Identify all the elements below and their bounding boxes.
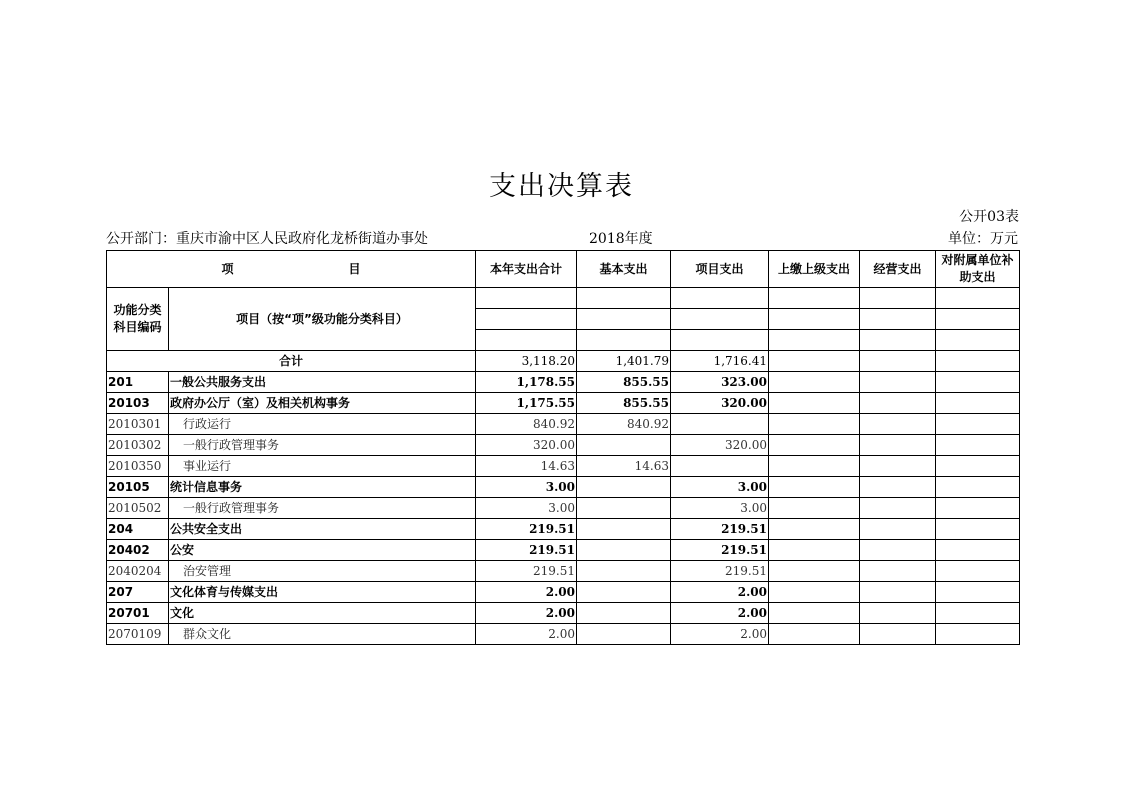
total-subsidy (936, 351, 1020, 372)
col-basic-header: 基本支出 (577, 251, 671, 288)
row-total: 14.63 (476, 456, 577, 477)
row-subsidy (936, 414, 1020, 435)
row-subsidy (936, 540, 1020, 561)
blank-cell (936, 330, 1020, 351)
blank-cell (476, 288, 577, 309)
row-total: 2.00 (476, 603, 577, 624)
table-row (107, 540, 1020, 561)
row-project: 320.00 (671, 435, 769, 456)
row-name: 文化体育与传媒支出 (169, 582, 476, 603)
blank-cell (860, 330, 936, 351)
row-project: 2.00 (671, 603, 769, 624)
row-business (860, 519, 936, 540)
row-code: 20402 (107, 540, 169, 561)
total-label: 合计 (107, 351, 476, 372)
row-basic (577, 603, 671, 624)
form-number: 公开03表 (959, 209, 1019, 225)
total-row (107, 351, 1020, 372)
row-subsidy (936, 372, 1020, 393)
blank-cell (476, 309, 577, 330)
row-basic: 14.63 (577, 456, 671, 477)
name-header: 项目（按“项”级功能分类科目） (169, 288, 476, 351)
row-project: 320.00 (671, 393, 769, 414)
table-row (107, 603, 1020, 624)
row-business (860, 414, 936, 435)
row-upper (769, 519, 860, 540)
report-meta (106, 229, 1018, 249)
blank-cell (936, 309, 1020, 330)
row-business (860, 477, 936, 498)
unit-label: 单位：万元 (948, 231, 1018, 247)
row-subsidy (936, 624, 1020, 645)
blank-cell (671, 330, 769, 351)
row-basic (577, 519, 671, 540)
row-basic: 840.92 (577, 414, 671, 435)
total-project: 1,716.41 (671, 351, 769, 372)
row-basic: 855.55 (577, 393, 671, 414)
table-row (107, 519, 1020, 540)
row-total: 320.00 (476, 435, 577, 456)
expenditure-table (106, 250, 1020, 645)
table-row (107, 624, 1020, 645)
table-row (107, 498, 1020, 519)
table-row (107, 477, 1020, 498)
row-code: 2010302 (107, 435, 169, 456)
table-row (107, 435, 1020, 456)
row-code: 201 (107, 372, 169, 393)
table-row (107, 582, 1020, 603)
row-subsidy (936, 582, 1020, 603)
item-header-left: 项 (221, 261, 234, 276)
row-subsidy (936, 435, 1020, 456)
row-total: 219.51 (476, 540, 577, 561)
row-total: 1,175.55 (476, 393, 577, 414)
row-basic (577, 540, 671, 561)
col-total-header: 本年支出合计 (476, 251, 577, 288)
blank-cell (936, 288, 1020, 309)
row-code: 20105 (107, 477, 169, 498)
blank-cell (769, 330, 860, 351)
row-upper (769, 456, 860, 477)
row-code: 2010350 (107, 456, 169, 477)
col-upper-header: 上缴上级支出 (769, 251, 860, 288)
blank-cell (769, 309, 860, 330)
row-business (860, 435, 936, 456)
row-basic (577, 435, 671, 456)
row-subsidy (936, 477, 1020, 498)
row-basic (577, 582, 671, 603)
row-code: 2070109 (107, 624, 169, 645)
table-row (107, 393, 1020, 414)
total-upper (769, 351, 860, 372)
row-project (671, 414, 769, 435)
row-business (860, 582, 936, 603)
row-total: 219.51 (476, 519, 577, 540)
blank-cell (860, 309, 936, 330)
row-name: 统计信息事务 (169, 477, 476, 498)
row-upper (769, 372, 860, 393)
row-project: 219.51 (671, 561, 769, 582)
row-name: 公共安全支出 (169, 519, 476, 540)
blank-cell (577, 309, 671, 330)
row-basic (577, 498, 671, 519)
row-upper (769, 477, 860, 498)
row-name: 群众文化 (169, 624, 476, 645)
row-upper (769, 603, 860, 624)
row-name: 一般公共服务支出 (169, 372, 476, 393)
row-upper (769, 498, 860, 519)
row-basic (577, 477, 671, 498)
row-business (860, 498, 936, 519)
blank-cell (577, 330, 671, 351)
row-business (860, 372, 936, 393)
row-subsidy (936, 519, 1020, 540)
col-project-header: 项目支出 (671, 251, 769, 288)
row-business (860, 393, 936, 414)
row-project: 219.51 (671, 519, 769, 540)
row-basic (577, 624, 671, 645)
row-code: 204 (107, 519, 169, 540)
header-row (107, 251, 1020, 288)
row-upper (769, 561, 860, 582)
row-project: 3.00 (671, 477, 769, 498)
row-subsidy (936, 498, 1020, 519)
row-total: 2.00 (476, 624, 577, 645)
item-header (107, 251, 476, 288)
row-upper (769, 540, 860, 561)
row-name: 政府办公厅（室）及相关机构事务 (169, 393, 476, 414)
row-project (671, 456, 769, 477)
row-total: 3.00 (476, 498, 577, 519)
row-name: 事业运行 (169, 456, 476, 477)
code-header: 功能分类科目编码 (107, 288, 169, 351)
row-project: 2.00 (671, 624, 769, 645)
row-business (860, 456, 936, 477)
row-name: 公安 (169, 540, 476, 561)
row-project: 3.00 (671, 498, 769, 519)
total-basic: 1,401.79 (577, 351, 671, 372)
row-total: 219.51 (476, 561, 577, 582)
row-subsidy (936, 561, 1020, 582)
blank-cell (860, 288, 936, 309)
col-business-header: 经营支出 (860, 251, 936, 288)
table-row (107, 561, 1020, 582)
blank-cell (476, 330, 577, 351)
row-business (860, 561, 936, 582)
blank-cell (577, 288, 671, 309)
row-total: 3.00 (476, 477, 577, 498)
row-total: 2.00 (476, 582, 577, 603)
row-total: 1,178.55 (476, 372, 577, 393)
row-code: 2010502 (107, 498, 169, 519)
row-code: 2010301 (107, 414, 169, 435)
department-label: 公开部门：重庆市渝中区人民政府化龙桥街道办事处 (106, 231, 428, 247)
row-business (860, 624, 936, 645)
row-name: 文化 (169, 603, 476, 624)
row-subsidy (936, 603, 1020, 624)
table-row (107, 414, 1020, 435)
col-subsidy-header: 对附属单位补助支出 (936, 251, 1020, 288)
blank-cell (671, 309, 769, 330)
row-business (860, 603, 936, 624)
row-basic: 855.55 (577, 372, 671, 393)
row-business (860, 540, 936, 561)
page-title: 支出决算表 (489, 171, 634, 202)
row-upper (769, 435, 860, 456)
header-subrow (107, 288, 1020, 309)
row-name: 一般行政管理事务 (169, 435, 476, 456)
row-total: 840.92 (476, 414, 577, 435)
row-basic (577, 561, 671, 582)
row-subsidy (936, 456, 1020, 477)
table-row (107, 372, 1020, 393)
fiscal-year: 2018年度 (589, 231, 653, 247)
row-project: 2.00 (671, 582, 769, 603)
row-project: 219.51 (671, 540, 769, 561)
row-upper (769, 414, 860, 435)
blank-cell (671, 288, 769, 309)
row-code: 20103 (107, 393, 169, 414)
row-subsidy (936, 393, 1020, 414)
total-sum: 3,118.20 (476, 351, 577, 372)
row-name: 行政运行 (169, 414, 476, 435)
row-name: 一般行政管理事务 (169, 498, 476, 519)
total-business (860, 351, 936, 372)
blank-cell (769, 288, 860, 309)
row-code: 20701 (107, 603, 169, 624)
row-project: 323.00 (671, 372, 769, 393)
row-upper (769, 582, 860, 603)
row-code: 207 (107, 582, 169, 603)
row-code: 2040204 (107, 561, 169, 582)
row-upper (769, 393, 860, 414)
item-header-right: 目 (348, 261, 361, 276)
table-row (107, 456, 1020, 477)
row-name: 治安管理 (169, 561, 476, 582)
row-upper (769, 624, 860, 645)
